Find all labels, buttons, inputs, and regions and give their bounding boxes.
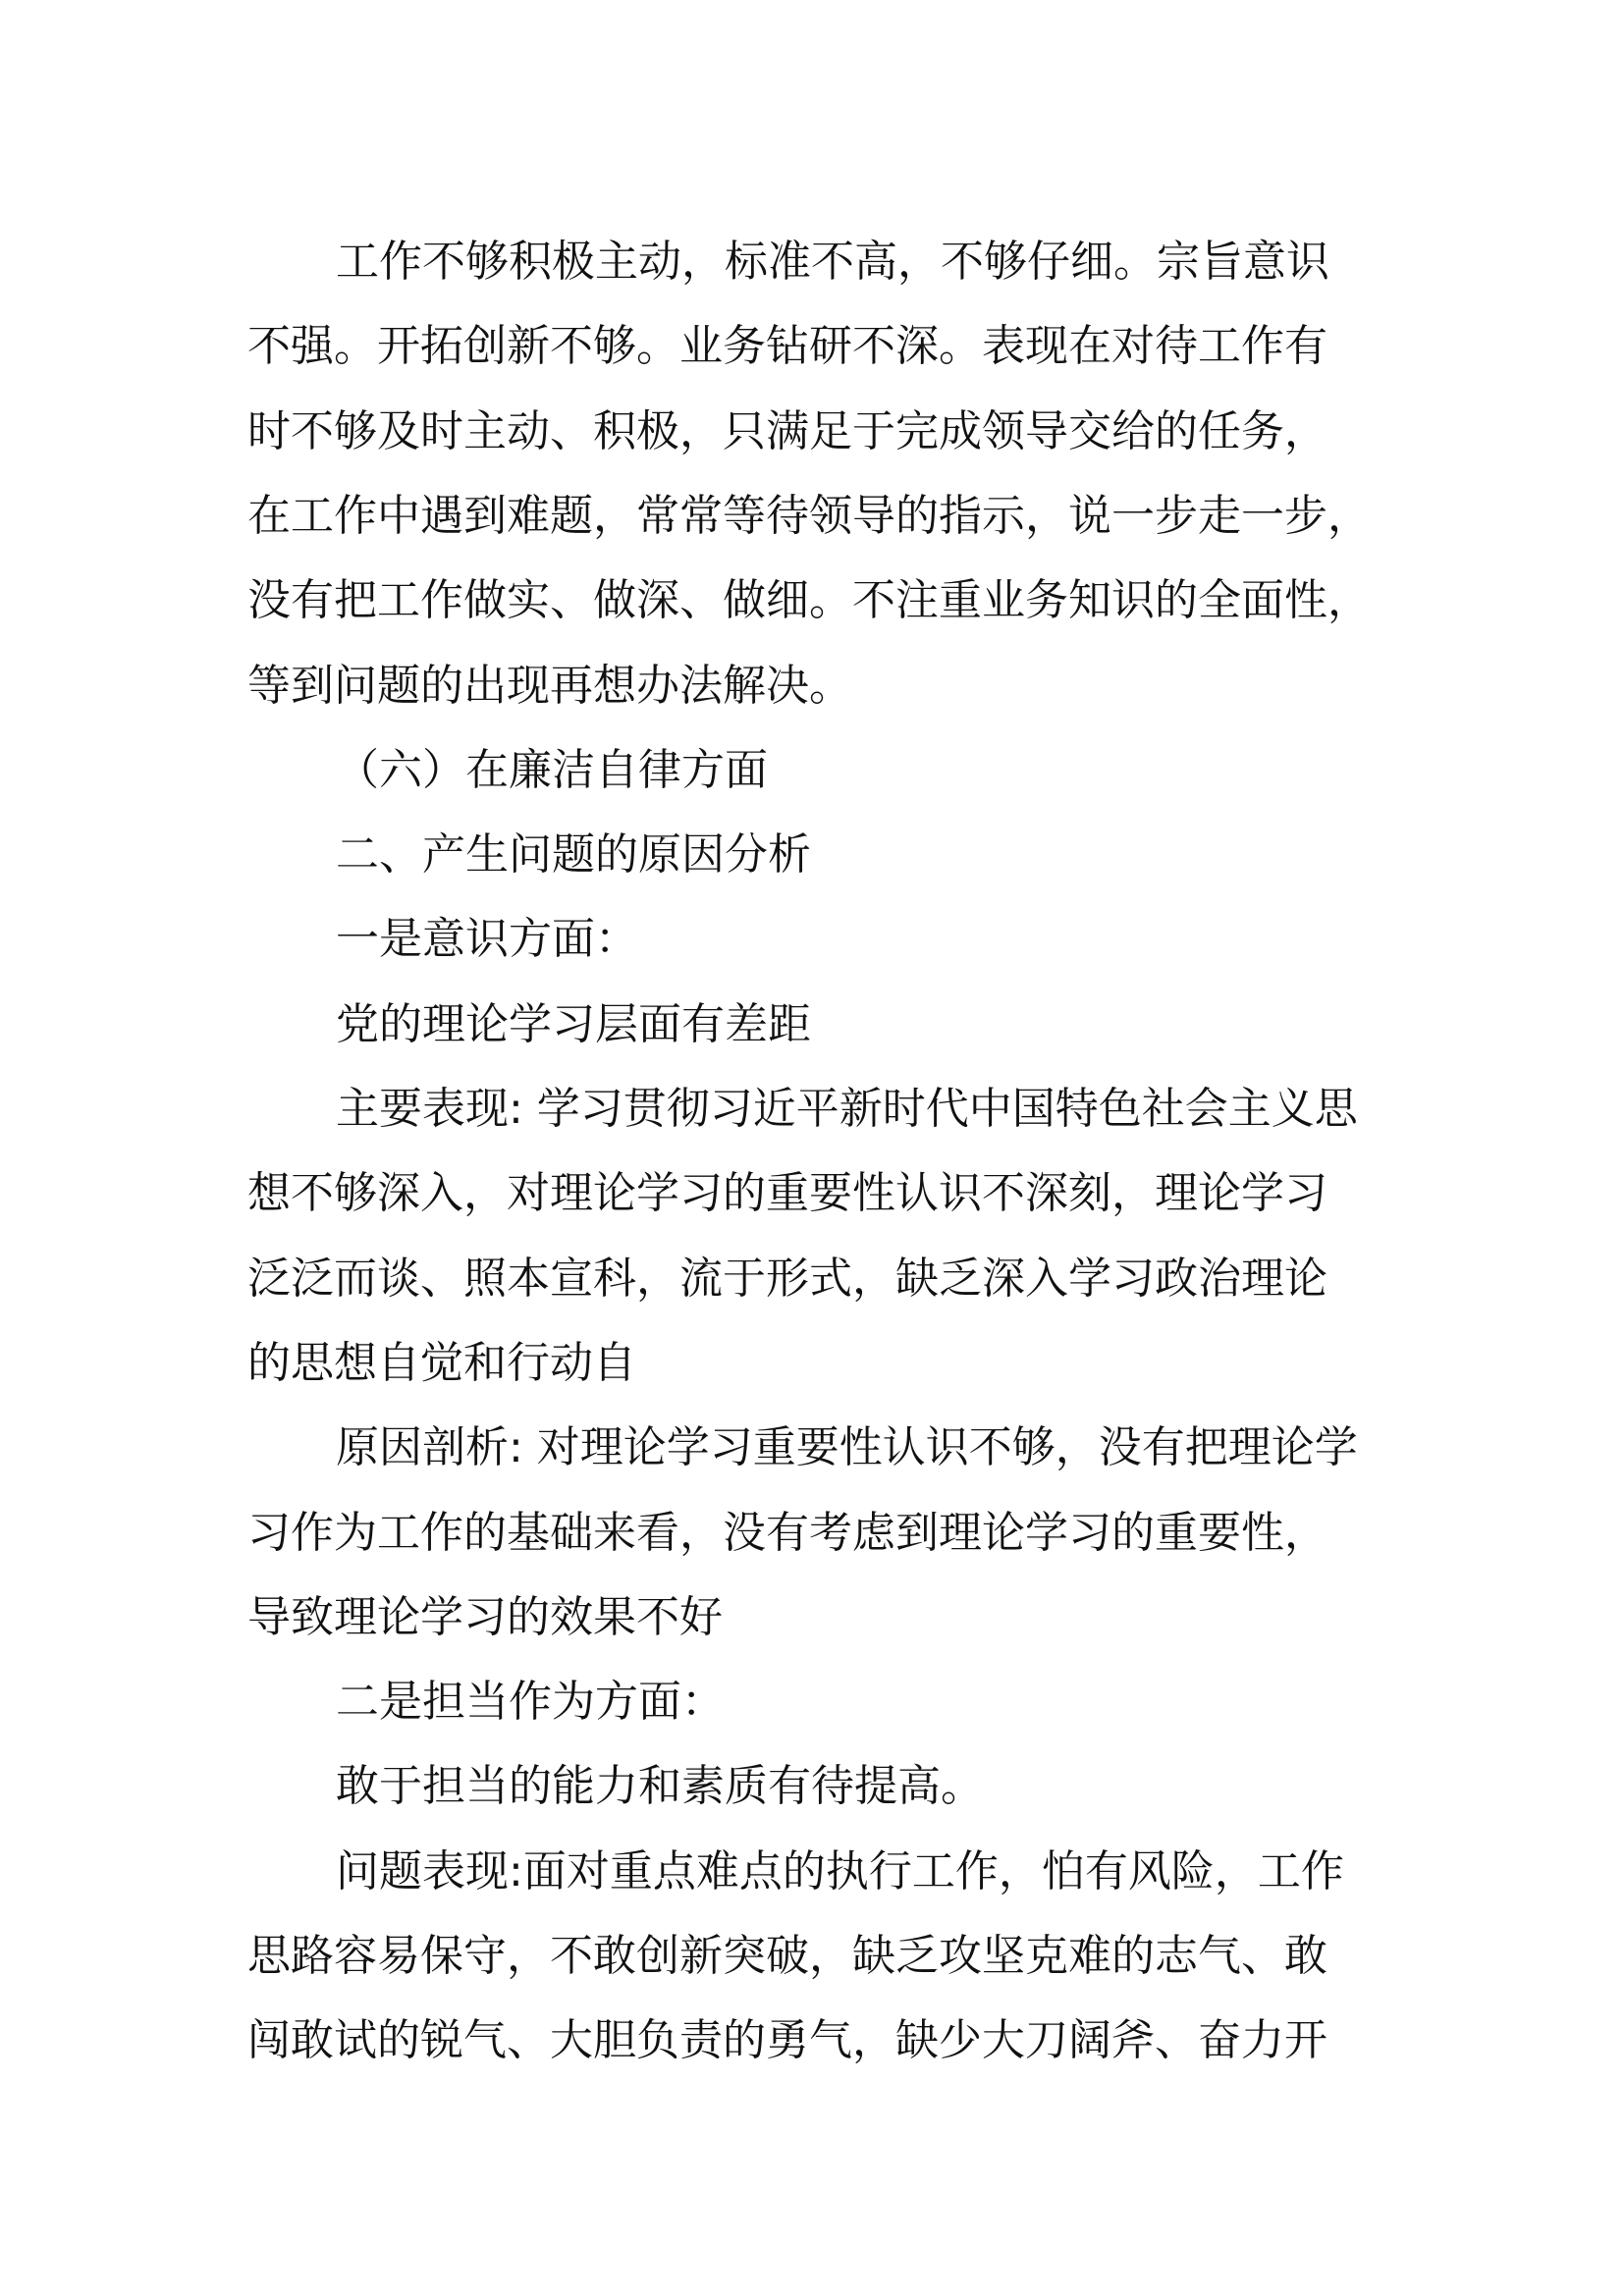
text-line: 在工作中遇到难题，常常等待领导的指示，说一步走一步， (247, 490, 1371, 541)
text-line: 想不够深入，对理论学习的重要性认识不深刻，理论学习 (247, 1168, 1327, 1219)
text-line: 思路容易保守，不敢创新突破，缺乏攻坚克难的志气、敢 (247, 1931, 1327, 1981)
text-line: 时不够及时主动、积极，只满足于完成领导交给的任务， (247, 405, 1327, 456)
text-line: 导致理论学习的效果不好 (247, 1591, 723, 1642)
text-line: 二、产生问题的原因分析 (336, 829, 811, 881)
text-line: 习作为工作的基础来看，没有考虑到理论学习的重要性， (247, 1507, 1327, 1558)
text-line: 一是意识方面： (336, 914, 638, 965)
text-line: 二是担当作为方面： (336, 1677, 725, 1728)
text-line: 不强。开拓创新不够。业务钻研不深。表现在对待工作有 (247, 321, 1327, 372)
text-line: 没有把工作做实、做深、做细。不注重业务知识的全面性， (247, 575, 1371, 626)
text-line: 等到问题的出现再想办法解决。 (247, 660, 852, 711)
text-line: 敢于担当的能力和素质有待提高。 (336, 1761, 984, 1812)
text-line: 的思想自觉和行动自 (247, 1337, 636, 1388)
text-line: 泛泛而谈、照本宣科，流于形式，缺乏深入学习政治理论 (247, 1253, 1327, 1304)
text-line: 工作不够积极主动，标准不高，不够仔细。宗旨意识 (336, 237, 1329, 287)
text-line: 原因剖析: 对理论学习重要性认识不够，没有把理论学 (336, 1422, 1358, 1473)
text-line: （六）在廉洁自律方面 (336, 744, 768, 795)
text-line: 党的理论学习层面有差距 (336, 998, 811, 1049)
text-line: 闯敢试的锐气、大胆负责的勇气，缺少大刀阔斧、奋力开 (247, 2015, 1327, 2066)
text-line: 问题表现:面对重点难点的执行工作，怕有风险，工作 (336, 1845, 1344, 1896)
text-line: 主要表现: 学习贯彻习近平新时代中国特色社会主义思 (336, 1084, 1358, 1134)
